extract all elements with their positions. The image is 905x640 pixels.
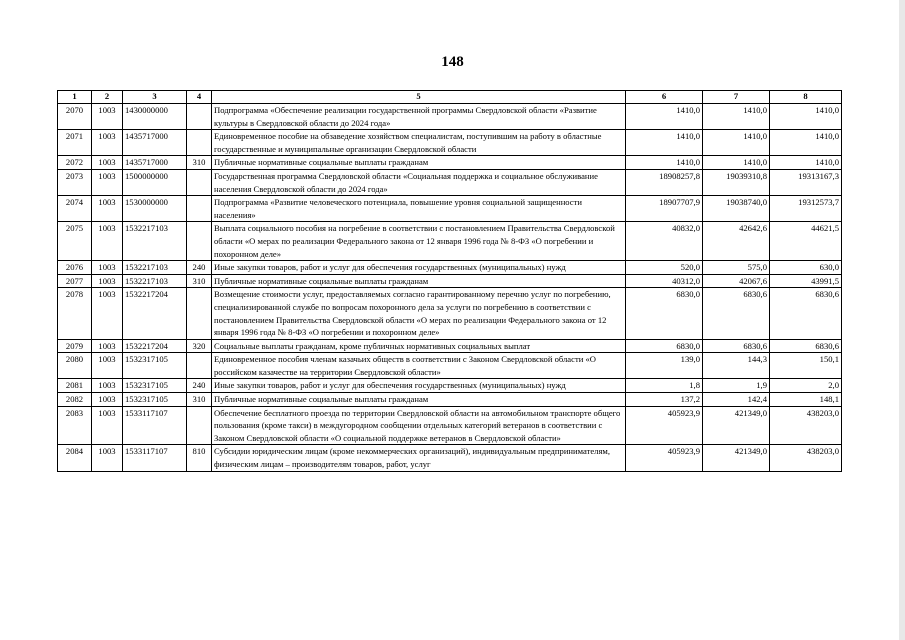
row-number-cell: 2072 (58, 156, 92, 170)
amount-year2-cell: 1410,0 (703, 130, 770, 156)
description-cell: Субсидии юридическим лицам (кроме некоммерческих организаций), индивидуальным предпринимателям, физическим лицам – производителям товаров, работ, услуг (212, 445, 626, 471)
target-code-cell: 1532317105 (123, 393, 187, 407)
description-cell: Публичные нормативные социальные выплаты гражданам (212, 156, 626, 170)
target-code-cell: 1530000000 (123, 196, 187, 222)
row-number-cell: 2084 (58, 445, 92, 471)
section-code-cell: 1003 (92, 130, 123, 156)
amount-year3-cell: 19312573,7 (770, 196, 842, 222)
target-code-cell: 1533117107 (123, 406, 187, 445)
target-code-cell: 1532217204 (123, 339, 187, 353)
expense-type-cell: 310 (187, 274, 212, 288)
amount-year2-cell: 575,0 (703, 261, 770, 275)
amount-year2-cell: 42067,6 (703, 274, 770, 288)
table-row (58, 339, 842, 353)
expense-type-cell (187, 169, 212, 195)
amount-year3-cell: 44621,5 (770, 222, 842, 261)
row-number-cell: 2071 (58, 130, 92, 156)
amount-year3-cell: 6830,6 (770, 288, 842, 339)
section-code-cell: 1003 (92, 261, 123, 275)
amount-year2-cell: 1410,0 (703, 104, 770, 130)
row-number-cell: 2078 (58, 288, 92, 339)
amount-year1-cell: 137,2 (626, 393, 703, 407)
amount-year2-cell: 42642,6 (703, 222, 770, 261)
expense-type-cell (187, 222, 212, 261)
section-code-cell: 1003 (92, 156, 123, 170)
amount-year3-cell: 1410,0 (770, 156, 842, 170)
table-row (58, 406, 842, 445)
amount-year1-cell: 40832,0 (626, 222, 703, 261)
table-row (58, 288, 842, 339)
table-row (58, 104, 842, 130)
description-cell: Публичные нормативные социальные выплаты гражданам (212, 393, 626, 407)
table-row (58, 196, 842, 222)
amount-year3-cell: 6830,6 (770, 339, 842, 353)
amount-year2-cell: 6830,6 (703, 288, 770, 339)
row-number-cell: 2079 (58, 339, 92, 353)
amount-year1-cell: 1410,0 (626, 156, 703, 170)
row-number-cell: 2075 (58, 222, 92, 261)
table-row (58, 222, 842, 261)
expense-type-cell (187, 406, 212, 445)
row-number-cell: 2083 (58, 406, 92, 445)
table-row (58, 261, 842, 275)
amount-year2-cell: 19039310,8 (703, 169, 770, 195)
section-code-cell: 1003 (92, 406, 123, 445)
row-number-cell: 2082 (58, 393, 92, 407)
amount-year2-cell: 144,3 (703, 353, 770, 379)
table-row (58, 274, 842, 288)
expense-type-cell (187, 196, 212, 222)
amount-year3-cell: 150,1 (770, 353, 842, 379)
column-header: 7 (703, 91, 770, 104)
amount-year1-cell: 6830,0 (626, 288, 703, 339)
amount-year1-cell: 405923,9 (626, 406, 703, 445)
target-code-cell: 1532317105 (123, 353, 187, 379)
page-number: 148 (441, 54, 464, 70)
section-code-cell: 1003 (92, 393, 123, 407)
amount-year2-cell: 421349,0 (703, 406, 770, 445)
description-cell: Подпрограмма «Развитие человеческого потенциала, повышение уровня социальной защищенности населения» (212, 196, 626, 222)
column-header: 3 (123, 91, 187, 104)
target-code-cell: 1532217204 (123, 288, 187, 339)
amount-year1-cell: 405923,9 (626, 445, 703, 471)
target-code-cell: 1532217103 (123, 274, 187, 288)
description-cell: Возмещение стоимости услуг, предоставляемых согласно гарантированному перечню услуг по погребению, специализированной службе по вопросам похоронного дела за услуги по погребению в соответствии с постановлением Правительства Свердловской области «О мерах по реализации Федерального закона от 12 января 1996 года № 8-ФЗ «О погребении и похоронном деле» (212, 288, 626, 339)
row-number-cell: 2081 (58, 379, 92, 393)
amount-year1-cell: 18908257,8 (626, 169, 703, 195)
target-code-cell: 1500000000 (123, 169, 187, 195)
expense-type-cell: 320 (187, 339, 212, 353)
table-row (58, 379, 842, 393)
description-cell: Выплата социального пособия на погребение в соответствии с постановлением Правительства Свердловской области «О мерах по реализации Федерального закона от 12 января 1996 года № 8-ФЗ «О погребении и похоронном деле» (212, 222, 626, 261)
amount-year2-cell: 1410,0 (703, 156, 770, 170)
table-row (58, 169, 842, 195)
description-cell: Обеспечение бесплатного проезда по территории Свердловской области на автомобильном транспорте общего пользования (кроме такси) в междугородном сообщении отдельных категорий ветеранов в соответствии с Законом Свердловской области «О социальной поддержке ветеранов в Свердловской области» (212, 406, 626, 445)
expense-type-cell (187, 104, 212, 130)
amount-year1-cell: 18907707,9 (626, 196, 703, 222)
description-cell: Иные закупки товаров, работ и услуг для обеспечения государственных (муниципальных) нужд (212, 261, 626, 275)
row-number-cell: 2077 (58, 274, 92, 288)
row-number-cell: 2070 (58, 104, 92, 130)
expense-type-cell: 240 (187, 261, 212, 275)
section-code-cell: 1003 (92, 339, 123, 353)
amount-year2-cell: 6830,6 (703, 339, 770, 353)
section-code-cell: 1003 (92, 445, 123, 471)
row-number-cell: 2074 (58, 196, 92, 222)
scan-edge (899, 0, 905, 640)
section-code-cell: 1003 (92, 169, 123, 195)
expense-type-cell (187, 353, 212, 379)
column-header: 1 (58, 91, 92, 104)
table-row (58, 156, 842, 170)
expense-type-cell: 810 (187, 445, 212, 471)
amount-year2-cell: 142,4 (703, 393, 770, 407)
description-cell: Единовременное пособие на обзаведение хозяйством специалистам, поступившим на работу в областные государственные и муниципальные организации Свердловской области (212, 130, 626, 156)
table-row (58, 130, 842, 156)
amount-year1-cell: 1410,0 (626, 104, 703, 130)
description-cell: Иные закупки товаров, работ и услуг для обеспечения государственных (муниципальных) нужд (212, 379, 626, 393)
section-code-cell: 1003 (92, 274, 123, 288)
amount-year3-cell: 438203,0 (770, 406, 842, 445)
expense-type-cell (187, 288, 212, 339)
amount-year2-cell: 19038740,0 (703, 196, 770, 222)
amount-year1-cell: 520,0 (626, 261, 703, 275)
amount-year3-cell: 2,0 (770, 379, 842, 393)
amount-year2-cell: 1,9 (703, 379, 770, 393)
section-code-cell: 1003 (92, 104, 123, 130)
section-code-cell: 1003 (92, 196, 123, 222)
column-header: 2 (92, 91, 123, 104)
table-row (58, 353, 842, 379)
table-body (58, 104, 842, 472)
expense-type-cell (187, 130, 212, 156)
amount-year3-cell: 1410,0 (770, 130, 842, 156)
amount-year1-cell: 1410,0 (626, 130, 703, 156)
amount-year3-cell: 438203,0 (770, 445, 842, 471)
section-code-cell: 1003 (92, 353, 123, 379)
target-code-cell: 1435717000 (123, 156, 187, 170)
target-code-cell: 1532317105 (123, 379, 187, 393)
target-code-cell: 1430000000 (123, 104, 187, 130)
description-cell: Публичные нормативные социальные выплаты гражданам (212, 274, 626, 288)
expense-type-cell: 240 (187, 379, 212, 393)
amount-year1-cell: 6830,0 (626, 339, 703, 353)
amount-year3-cell: 1410,0 (770, 104, 842, 130)
table-row (58, 393, 842, 407)
section-code-cell: 1003 (92, 222, 123, 261)
expense-type-cell: 310 (187, 393, 212, 407)
description-cell: Социальные выплаты гражданам, кроме публичных нормативных социальных выплат (212, 339, 626, 353)
column-header: 5 (212, 91, 626, 104)
amount-year3-cell: 148,1 (770, 393, 842, 407)
column-header: 8 (770, 91, 842, 104)
amount-year3-cell: 630,0 (770, 261, 842, 275)
target-code-cell: 1532217103 (123, 261, 187, 275)
section-code-cell: 1003 (92, 379, 123, 393)
table-header-row (58, 91, 842, 104)
target-code-cell: 1533117107 (123, 445, 187, 471)
section-code-cell: 1003 (92, 288, 123, 339)
row-number-cell: 2076 (58, 261, 92, 275)
row-number-cell: 2073 (58, 169, 92, 195)
amount-year3-cell: 43991,5 (770, 274, 842, 288)
description-cell: Подпрограмма «Обеспечение реализации государственной программы Свердловской области «Развитие культуры в Свердловской области до 2024 года» (212, 104, 626, 130)
description-cell: Государственная программа Свердловской области «Социальная поддержка и социальное обслуживание населения Свердловской области до 2024 года» (212, 169, 626, 195)
row-number-cell: 2080 (58, 353, 92, 379)
expense-type-cell: 310 (187, 156, 212, 170)
amount-year1-cell: 40312,0 (626, 274, 703, 288)
amount-year3-cell: 19313167,3 (770, 169, 842, 195)
budget-table (57, 90, 842, 472)
description-cell: Единовременное пособия членам казачьих обществ в соответствии с Законом Свердловской области «О российском казачестве на территории Свердловской области» (212, 353, 626, 379)
amount-year2-cell: 421349,0 (703, 445, 770, 471)
amount-year1-cell: 1,8 (626, 379, 703, 393)
amount-year1-cell: 139,0 (626, 353, 703, 379)
target-code-cell: 1435717000 (123, 130, 187, 156)
target-code-cell: 1532217103 (123, 222, 187, 261)
column-header: 4 (187, 91, 212, 104)
column-header: 6 (626, 91, 703, 104)
table-row (58, 445, 842, 471)
